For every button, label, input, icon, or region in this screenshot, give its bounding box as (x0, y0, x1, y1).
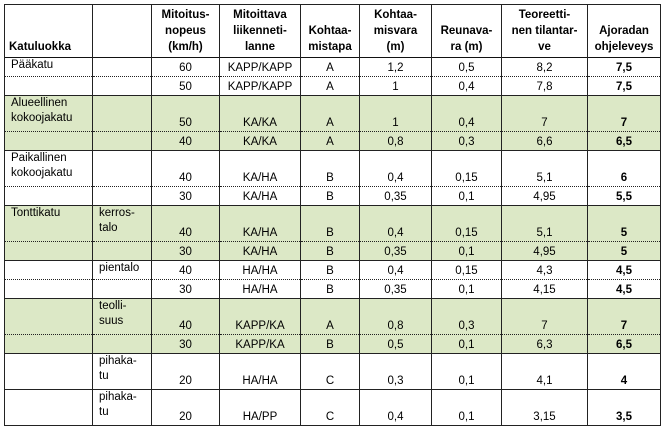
recommended-width-cell: 4,5 (588, 261, 661, 280)
traffic-situation-cell: HA/PP (220, 390, 301, 426)
meeting-clearance-cell: 0,8 (360, 132, 432, 151)
street-subclass-cell (93, 96, 152, 132)
meeting-type-cell: C (301, 390, 360, 426)
edge-clearance-cell: 0,1 (432, 354, 502, 390)
meeting-clearance-cell: 1 (360, 77, 432, 96)
edge-clearance-cell: 0,15 (432, 151, 502, 187)
meeting-type-cell: B (301, 335, 360, 354)
column-header-line: (km/h) (168, 41, 203, 53)
speed-cell: 30 (152, 335, 220, 354)
street-class-cell (5, 242, 93, 261)
street-subclass-cell (93, 242, 152, 261)
street-class-cell (5, 187, 93, 206)
table-row (5, 242, 661, 261)
meeting-clearance-cell: 0,4 (360, 151, 432, 187)
speed-cell: 30 (152, 280, 220, 299)
street-class-cell (5, 280, 93, 299)
column-header-line: (m) (386, 41, 405, 53)
theoretical-space-cell: 4,15 (502, 280, 588, 299)
meeting-clearance-cell: 0,5 (360, 335, 432, 354)
street-class-cell (5, 132, 93, 151)
meeting-type-cell: C (301, 354, 360, 390)
recommended-width-cell: 5 (588, 206, 661, 242)
meeting-clearance-cell: 0,4 (360, 390, 432, 426)
theoretical-space-cell: 6,3 (502, 335, 588, 354)
recommended-width-cell: 3,5 (588, 390, 661, 426)
street-subclass-cell (93, 390, 152, 426)
traffic-situation-cell: HA/HA (220, 354, 301, 390)
table-row (5, 58, 661, 77)
recommended-width-cell: 7,5 (588, 58, 661, 77)
column-header-line: Katuluokka (9, 41, 71, 53)
street-class-label: Paikallinen (11, 152, 67, 164)
column-header-line: Mitoittava (233, 9, 287, 21)
column-header (301, 5, 360, 58)
meeting-type-cell: B (301, 206, 360, 242)
column-header-line: Reunava- (440, 25, 493, 37)
column-header-line: Ajoradan (599, 25, 649, 37)
table-body (5, 58, 661, 426)
street-class-cell (5, 261, 93, 280)
table-row (5, 335, 661, 354)
table-row (5, 206, 661, 242)
meeting-type-cell: A (301, 132, 360, 151)
street-class-label: Tonttikatu (11, 207, 61, 219)
traffic-situation-cell: HA/HA (220, 280, 301, 299)
speed-cell: 40 (152, 132, 220, 151)
meeting-type-cell: B (301, 242, 360, 261)
theoretical-space-cell: 5,1 (502, 151, 588, 187)
column-header-line: liikenneti- (233, 25, 287, 37)
traffic-situation-cell: KA/KA (220, 96, 301, 132)
column-header-line: ra (m) (450, 41, 483, 53)
street-subclass-label: pihaka- (99, 391, 137, 403)
theoretical-space-cell: 5,1 (502, 206, 588, 242)
column-header-line: misvara (373, 25, 418, 37)
meeting-clearance-cell: 0,4 (360, 261, 432, 280)
column-header-line: Teoreetti- (518, 9, 571, 21)
speed-cell: 50 (152, 77, 220, 96)
column-header-line: nopeus (165, 25, 206, 37)
column-header-line: Mitoitus- (161, 9, 210, 21)
speed-cell: 60 (152, 58, 220, 77)
speed-cell: 20 (152, 390, 220, 426)
theoretical-space-cell: 7 (502, 96, 588, 132)
meeting-type-cell: A (301, 77, 360, 96)
street-class-cell (5, 335, 93, 354)
edge-clearance-cell: 0,1 (432, 187, 502, 206)
edge-clearance-cell: 0,4 (432, 96, 502, 132)
column-header (588, 5, 661, 58)
speed-cell: 40 (152, 151, 220, 187)
meeting-clearance-cell: 0,35 (360, 242, 432, 261)
meeting-clearance-cell: 1 (360, 96, 432, 132)
recommended-width-cell: 4,5 (588, 280, 661, 299)
street-subclass-cell (93, 206, 152, 242)
column-header-line: Kohtaa- (374, 9, 417, 21)
recommended-width-cell: 7 (588, 299, 661, 335)
recommended-width-cell: 4 (588, 354, 661, 390)
street-subclass-label: tu (99, 370, 109, 382)
column-header-line: ohjeleveys (594, 41, 654, 53)
table-row (5, 299, 661, 335)
column-header-line: Kohtaa- (308, 25, 352, 37)
column-header-line: lanne (244, 41, 276, 53)
meeting-type-cell: A (301, 58, 360, 77)
meeting-clearance-cell: 0,4 (360, 206, 432, 242)
table-row (5, 187, 661, 206)
speed-cell: 20 (152, 354, 220, 390)
street-class-cell (5, 77, 93, 96)
traffic-situation-cell: KA/HA (220, 151, 301, 187)
table-row (5, 280, 661, 299)
meeting-type-cell: B (301, 151, 360, 187)
street-class-cell (5, 299, 93, 335)
traffic-situation-cell: KA/KA (220, 132, 301, 151)
street-subclass-cell (93, 151, 152, 187)
street-class-cell (5, 390, 93, 426)
street-class-cell (5, 206, 93, 242)
edge-clearance-cell: 0,1 (432, 390, 502, 426)
street-subclass-cell (93, 299, 152, 335)
traffic-situation-cell: KAPP/KA (220, 299, 301, 335)
meeting-clearance-cell: 1,2 (360, 58, 432, 77)
speed-cell: 30 (152, 187, 220, 206)
column-header (432, 5, 502, 58)
meeting-type-cell: A (301, 299, 360, 335)
traffic-situation-cell: KAPP/KAPP (220, 77, 301, 96)
street-subclass-cell (93, 187, 152, 206)
street-subclass-label: pihaka- (99, 355, 137, 367)
theoretical-space-cell: 4,1 (502, 354, 588, 390)
table-row (5, 354, 661, 390)
theoretical-space-cell: 4,95 (502, 242, 588, 261)
table-row (5, 151, 661, 187)
street-subclass-label: kerros- (99, 207, 135, 219)
theoretical-space-cell: 7,8 (502, 77, 588, 96)
column-header (220, 5, 301, 58)
header-row (5, 5, 661, 58)
traffic-situation-cell: KA/HA (220, 206, 301, 242)
edge-clearance-cell: 0,3 (432, 132, 502, 151)
traffic-situation-cell: KA/HA (220, 242, 301, 261)
street-subclass-label: teolli- (99, 300, 127, 312)
street-class-label: kokoojakatu (11, 112, 73, 124)
table-row (5, 390, 661, 426)
recommended-width-cell: 6,5 (588, 335, 661, 354)
meeting-type-cell: B (301, 187, 360, 206)
street-class-cell (5, 354, 93, 390)
theoretical-space-cell: 6,6 (502, 132, 588, 151)
table-row (5, 261, 661, 280)
meeting-type-cell: B (301, 261, 360, 280)
table-row (5, 77, 661, 96)
edge-clearance-cell: 0,15 (432, 261, 502, 280)
theoretical-space-cell: 3,15 (502, 390, 588, 426)
road-width-table (4, 4, 661, 426)
traffic-situation-cell: KAPP/KAPP (220, 58, 301, 77)
street-subclass-cell (93, 132, 152, 151)
table-row (5, 96, 661, 132)
street-subclass-cell (93, 335, 152, 354)
street-subclass-cell (93, 58, 152, 77)
street-class-cell (5, 151, 93, 187)
column-header (502, 5, 588, 58)
meeting-clearance-cell: 0,8 (360, 299, 432, 335)
traffic-situation-cell: KA/HA (220, 187, 301, 206)
traffic-situation-cell: HA/HA (220, 261, 301, 280)
speed-cell: 50 (152, 96, 220, 132)
column-header-line: mistapa (308, 41, 352, 53)
street-class-cell (5, 58, 93, 77)
speed-cell: 40 (152, 299, 220, 335)
table-row (5, 132, 661, 151)
street-subclass-cell (93, 354, 152, 390)
speed-cell: 40 (152, 261, 220, 280)
street-subclass-label: talo (99, 222, 118, 234)
edge-clearance-cell: 0,1 (432, 280, 502, 299)
recommended-width-cell: 6,5 (588, 132, 661, 151)
recommended-width-cell: 6 (588, 151, 661, 187)
theoretical-space-cell: 4,95 (502, 187, 588, 206)
edge-clearance-cell: 0,1 (432, 242, 502, 261)
street-subclass-label: pientalo (99, 262, 140, 274)
column-header (5, 5, 93, 58)
meeting-clearance-cell: 0,35 (360, 280, 432, 299)
street-class-label: kokoojakatu (11, 167, 73, 179)
speed-cell: 30 (152, 242, 220, 261)
column-header (152, 5, 220, 58)
traffic-situation-cell: KAPP/KA (220, 335, 301, 354)
recommended-width-cell: 5 (588, 242, 661, 261)
speed-cell: 40 (152, 206, 220, 242)
edge-clearance-cell: 0,1 (432, 335, 502, 354)
theoretical-space-cell: 8,2 (502, 58, 588, 77)
edge-clearance-cell: 0,5 (432, 58, 502, 77)
street-subclass-cell (93, 280, 152, 299)
theoretical-space-cell: 4,3 (502, 261, 588, 280)
street-class-cell (5, 96, 93, 132)
recommended-width-cell: 7,5 (588, 77, 661, 96)
street-subclass-cell (93, 261, 152, 280)
edge-clearance-cell: 0,15 (432, 206, 502, 242)
edge-clearance-cell: 0,4 (432, 77, 502, 96)
street-subclass-cell (93, 77, 152, 96)
edge-clearance-cell: 0,3 (432, 299, 502, 335)
meeting-type-cell: A (301, 96, 360, 132)
street-subclass-label: suus (99, 315, 124, 327)
meeting-type-cell: B (301, 280, 360, 299)
road-width-table-container (4, 4, 661, 426)
column-header-line: ve (538, 41, 551, 53)
column-header (93, 5, 152, 58)
theoretical-space-cell: 7 (502, 299, 588, 335)
street-class-label: Pääkatu (11, 59, 54, 71)
column-header-line: nen tilantar- (511, 25, 578, 37)
street-subclass-label: tu (99, 406, 109, 418)
recommended-width-cell: 5,5 (588, 187, 661, 206)
recommended-width-cell: 7 (588, 96, 661, 132)
meeting-clearance-cell: 0,3 (360, 354, 432, 390)
meeting-clearance-cell: 0,35 (360, 187, 432, 206)
column-header (360, 5, 432, 58)
street-class-label: Alueellinen (11, 97, 68, 109)
